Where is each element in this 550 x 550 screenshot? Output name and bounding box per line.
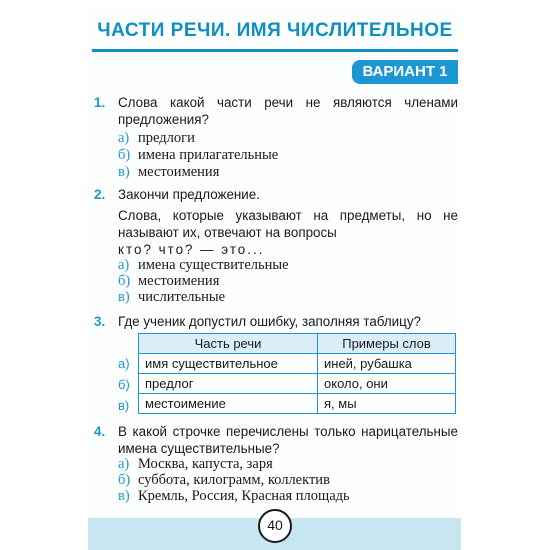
answer-option-b[interactable]: [118, 147, 278, 163]
answer-option-a[interactable]: [118, 130, 195, 146]
option-text: местоимения: [138, 164, 220, 180]
table-row[interactable]: [139, 374, 456, 394]
option-text: имена существительные: [138, 257, 289, 273]
table-cell-part: предлог: [139, 374, 318, 394]
answer-option-b[interactable]: [118, 273, 219, 289]
option-text: местоимения: [138, 273, 220, 289]
question-number: 4.: [94, 424, 106, 439]
table-row-letter-c: в): [118, 398, 130, 413]
option-letter: б): [118, 472, 131, 488]
answer-option-b[interactable]: [118, 472, 330, 488]
table-header-examples: Примеры слов: [318, 334, 456, 354]
table-row[interactable]: [139, 354, 456, 374]
question-text: Закончи предложение.: [118, 187, 260, 202]
question-text: В какой строчке перечислены только нарицательные имена существительные?: [118, 424, 458, 456]
page-number: 40: [258, 509, 292, 543]
question-sentence: Слова, которые указывают на предметы, но не называют их, отвечают на вопросы: [118, 208, 458, 240]
option-text: предлоги: [138, 130, 195, 146]
option-text: Кремль, Россия, Красная площадь: [138, 488, 350, 504]
option-letter: а): [118, 257, 130, 273]
option-letter: б): [118, 273, 131, 289]
page-title: ЧАСТИ РЕЧИ. ИМЯ ЧИСЛИТЕЛЬНОЕ: [97, 20, 453, 41]
option-text: числительные: [138, 289, 226, 305]
question-number: 3.: [94, 314, 106, 329]
option-letter: в): [118, 289, 130, 305]
question-number: 2.: [94, 187, 106, 202]
table-cell-examples: около, они: [318, 374, 456, 394]
table-row-letter-a: а): [118, 356, 130, 371]
parts-of-speech-table: [138, 333, 456, 414]
title-underline: [92, 49, 458, 52]
option-letter: а): [118, 130, 130, 146]
answer-option-c[interactable]: [118, 289, 225, 305]
option-letter: а): [118, 456, 130, 472]
answer-option-a[interactable]: [118, 456, 273, 472]
table-cell-examples: иней, рубашка: [318, 354, 456, 374]
answer-option-c[interactable]: [118, 488, 350, 504]
option-letter: в): [118, 488, 130, 504]
option-text: суббота, килограмм, коллектив: [138, 472, 330, 488]
option-text: имена прилагательные: [138, 147, 279, 163]
question-number: 1.: [94, 95, 106, 110]
answer-option-a[interactable]: [118, 257, 289, 273]
table-header-row: [139, 334, 456, 354]
question-text: Где ученик допустил ошибку, заполняя таблицу?: [118, 314, 421, 329]
answer-option-c[interactable]: [118, 164, 219, 180]
table-cell-examples: я, мы: [318, 394, 456, 414]
table-row[interactable]: [139, 394, 456, 414]
question-text: Слова какой части речи не являются членами предложения?: [118, 95, 458, 127]
option-letter: в): [118, 164, 130, 180]
table-header-part: Часть речи: [139, 334, 318, 354]
option-text: Москва, капуста, заря: [138, 456, 273, 472]
table-cell-part: местоимение: [139, 394, 318, 414]
variant-badge: ВАРИАНТ 1: [352, 60, 458, 84]
table-cell-part: имя существительное: [139, 354, 318, 374]
option-letter: б): [118, 147, 131, 163]
question-sentence-end: кто? что? — это...: [118, 242, 265, 257]
table-row-letter-b: б): [118, 377, 130, 392]
